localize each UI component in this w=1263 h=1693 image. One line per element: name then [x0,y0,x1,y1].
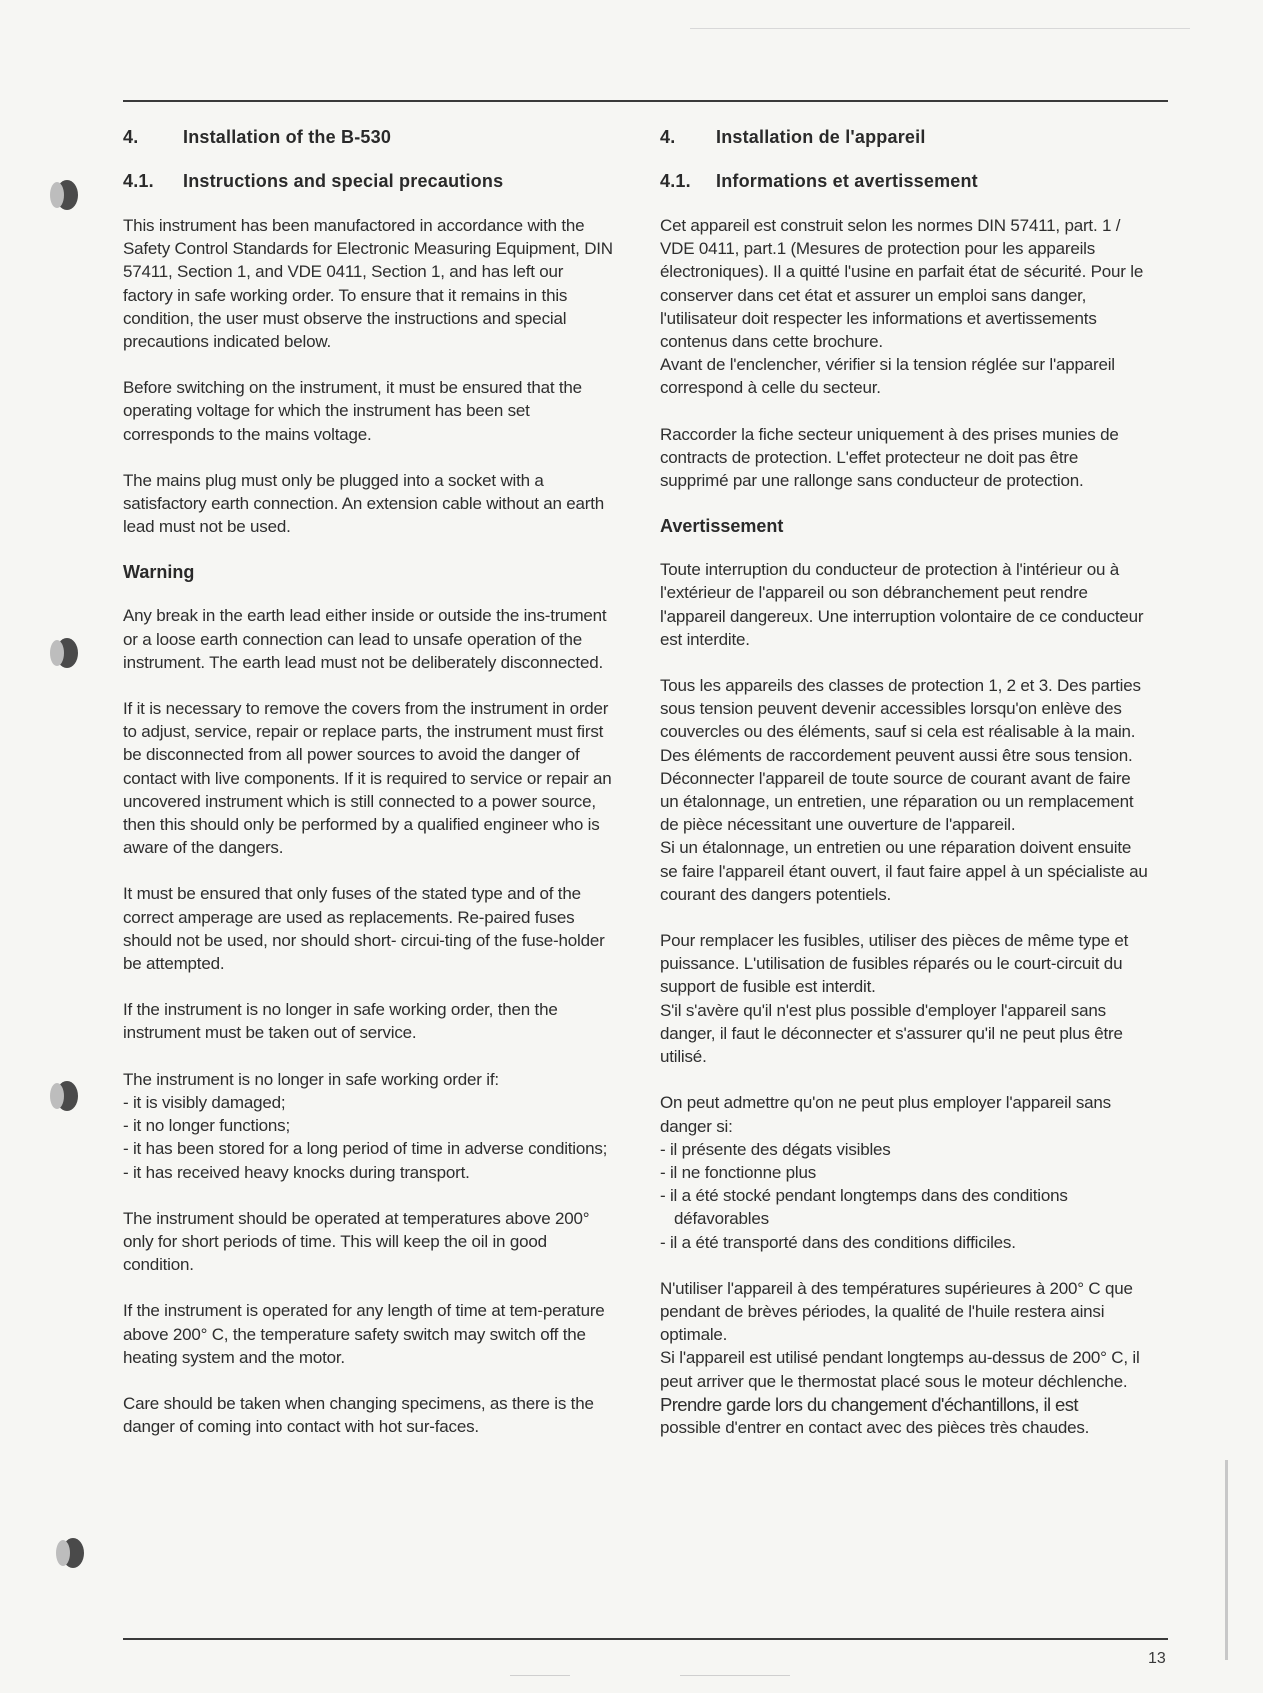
paragraph: This instrument has been manufactored in accordance with the Safety Control Standards for Electronic Measuring Equipment, DIN 57411, Section 1, and VDE 0411, Section 1, and has left our factory in safe working order. To ensure that it remains in this condition, the user must observe the instructions and special precautions indicated below. [123,216,613,352]
unsafe-conditions-list [660,1138,1150,1254]
binder-hole-2 [56,638,78,668]
paragraph: Toute interruption du conducteur de protection à l'intérieur ou à l'extérieur de l'appareil ou son débranchement peut rendre l'appareil dangereux. Une interruption volontaire de ce conducteur est interdite. [660,560,1144,649]
paragraph: Care should be taken when changing specimens, as there is the danger of coming into contact with hot sur-faces. [123,1393,594,1437]
warning-heading: Avertissement [660,516,784,537]
list-item: - it no longer functions; [123,1114,613,1137]
subsection-title: Informations et avertissement [716,171,978,191]
list-item: - it has been stored for a long period of time in adverse conditions; [123,1137,613,1160]
list-item: - it is visibly damaged; [123,1091,613,1114]
list-item: - il a été stocké pendant longtemps dans des conditions défavorables [660,1184,1150,1230]
page-number: 13 [1148,1650,1166,1667]
paragraph: If the instrument is no longer in safe working order, then the instrument must be taken out of service. [123,1000,558,1043]
paragraph: S'il s'avère qu'il n'est plus possible d'employer l'appareil sans danger, il faut le déconnecter et s'assurer qu'il ne peut plus être utilisé. [660,1000,1123,1067]
page-edge-shadow [1225,1460,1228,1660]
paragraph: Before switching on the instrument, it must be ensured that the operating voltage for which the instrument has been set corresponds to the mains voltage. [123,378,582,444]
list-item: - il ne fonctionne plus [660,1161,1150,1184]
section-heading [123,126,613,148]
paragraph: Any break in the earth lead either inside or outside the ins-trument or a loose earth connection can lead to unsafe operation of the instrument. The earth lead must not be deliberately disconnected. [123,606,607,672]
binder-hole-1 [56,180,78,210]
unsafe-conditions-list [123,1091,613,1184]
subsection-title: Instructions and special precautions [183,171,504,191]
paragraph: Cet appareil est construit selon les normes DIN 57411, part. 1 / VDE 0411, part.1 (Mesures de protection pour les appareils électroniques). Il a quitté l'usine en parfait état de sécurité. Pour le conserver dans cet état et assurer un emploi sans danger, l'utilisateur doit respecter les informations et avertissements contenus dans cette brochure. [660,216,1144,352]
scan-speck [680,1675,790,1676]
list-item: - il présente des dégats visibles [660,1138,1150,1161]
section-title: Installation de l'appareil [716,127,926,147]
paragraph: On peut admettre qu'on ne peut plus employer l'appareil sans danger si: [660,1093,1111,1136]
paragraph: Tous les appareils des classes de protection 1, 2 et 3. Des parties sous tension peuvent devenir accessibles lorsqu'on enlève des couvercles ou des éléments, sauf si cela est réalisable à la main. Des éléments de raccordement peuvent aussi être sous tension. Déconnecter l'appareil de toute source de courant avant de faire un étalonnage, un entretien, une réparation ou un remplacement de pièce nécessitant une ouverture de l'appareil. [660,676,1141,835]
paragraph: Raccorder la fiche secteur uniquement à des prises munies de contracts de protection. L'effet protecteur ne doit pas être supprimé par une rallonge sans conducteur de protection. [660,424,1119,491]
paragraph: N'utiliser l'appareil à des températures supérieures à 200° C que pendant de brèves périodes, la qualité de l'huile restera ainsi optimale. [660,1278,1133,1345]
binder-hole-3 [56,1081,78,1111]
section-number: 4. [660,127,676,147]
paragraph: Si l'appareil est utilisé pendant longtemps au-dessus de 200° C, il peut arriver que le thermostat placé sous le moteur déchlenche. [660,1348,1140,1391]
paragraph: If the instrument is operated for any length of time at tem-perature above 200° C, the temperature safety switch may switch off the heating system and the motor. [123,1301,605,1367]
subsection-heading [660,170,1150,192]
subsection-number: 4.1. [123,171,154,191]
binder-hole-4 [62,1538,84,1568]
english-column [123,120,613,1461]
paragraph: The instrument is no longer in safe working order if: [123,1069,499,1089]
section-heading [660,126,1150,148]
paragraph: If it is necessary to remove the covers from the instrument in order to adjust, service, repair or replace parts, the instrument must first be disconnected from all power sources to avoid the danger of contact with live components. If it is required to service or repair an uncovered instrument which is still connected to a power source, then this should only be performed by a qualified engineer who is aware of the dangers. [123,699,612,858]
section-number: 4. [123,127,139,147]
paragraph: The instrument should be operated at temperatures above 200° only for short periods of time. This will keep the oil in good condition. [123,1208,590,1275]
top-rule [123,100,1168,102]
subsection-number: 4.1. [660,171,691,191]
section-title: Installation of the B-530 [183,127,392,147]
list-item: - il a été transporté dans des conditions difficiles. [660,1231,1150,1254]
paragraph: It must be ensured that only fuses of the stated type and of the correct amperage are used as replacements. Re-paired fuses should not be used, nor should short- circui-ting of the fuse-holder be attempted. [123,884,605,974]
paragraph-emphasis: Prendre garde lors du changement d'échantillons, il est [660,1393,1078,1415]
paragraph: Pour remplacer les fusibles, utiliser des pièces de même type et puissance. L'utilisation de fusibles réparés ou le court-circuit du support de fusible est interdit. [660,931,1129,997]
bottom-rule [123,1638,1168,1640]
warning-heading: Warning [123,562,195,583]
list-item: - it has received heavy knocks during transport. [123,1161,613,1184]
scan-artifact-line [690,28,1190,29]
paragraph: Avant de l'enclencher, vérifier si la tension réglée sur l'appareil correspond à celle du secteur. [660,355,1115,398]
subsection-heading [123,170,613,192]
paragraph: Si un étalonnage, un entretien ou une réparation doivent ensuite se faire l'appareil étant ouvert, il faut faire appel à un spécialiste au courant des dangers potentiels. [660,838,1148,904]
paragraph: The mains plug must only be plugged into a socket with a satisfactory earth connection. An extension cable without an earth lead must not be used. [123,470,605,537]
scan-speck [510,1675,570,1676]
paragraph: possible d'entrer en contact avec des pièces très chaudes. [660,1417,1090,1437]
french-column [660,120,1150,1462]
